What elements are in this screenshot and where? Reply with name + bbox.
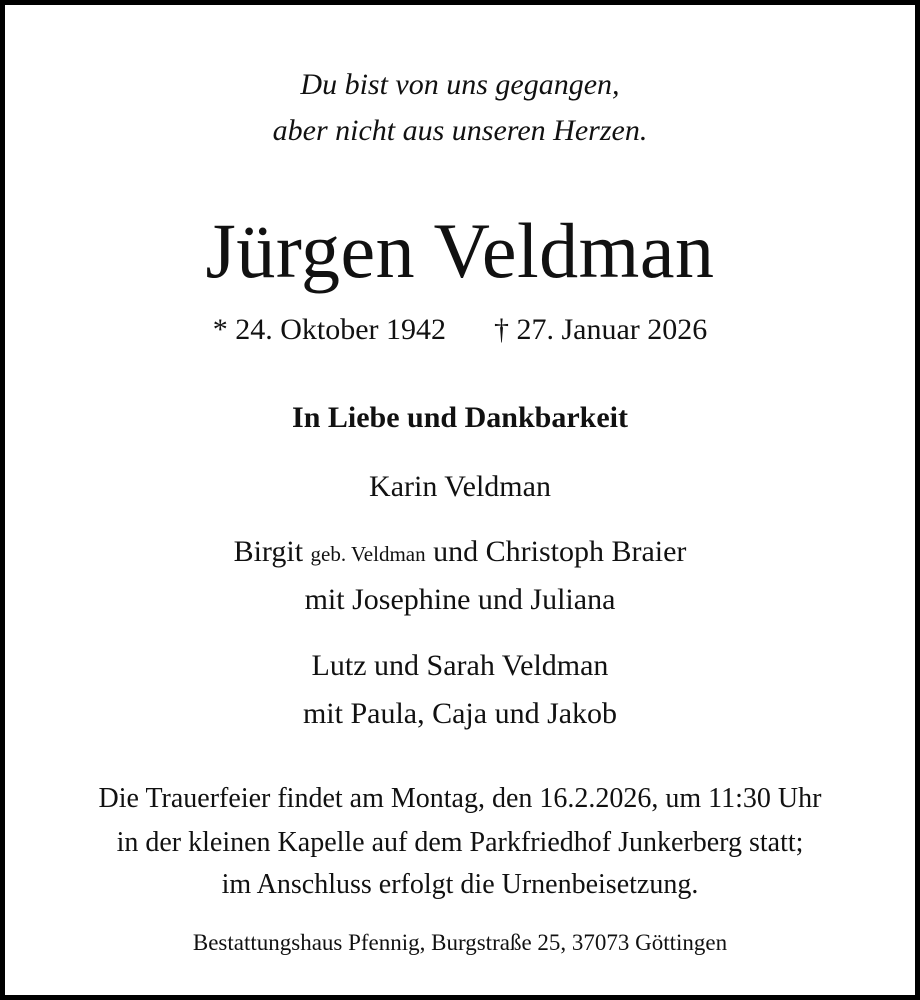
motto-line-1: Du bist von uns gegangen,: [300, 68, 620, 101]
daughter-partner: und Christoph Braier: [433, 535, 687, 568]
dedication: In Liebe und Dankbarkeit: [292, 401, 628, 434]
service-line-2: in der kleinen Kapelle auf dem Parkfriedhof Junkerberg statt;: [116, 827, 804, 858]
undertaker-address: Bestattungshaus Pfennig, Burgstraße 25, 37073 Göttingen: [192, 930, 728, 955]
birth-symbol: *: [212, 313, 228, 346]
motto-line-2: aber nicht aus unseren Herzen.: [272, 114, 648, 147]
deceased-name: Jürgen Veldman: [205, 207, 715, 294]
mourner-daughter: [0, 535, 920, 569]
mourner-daughter-children: mit Josephine und Juliana: [304, 583, 616, 616]
mourner-son-family: Lutz und Sarah Veldman: [311, 649, 609, 682]
daughter-maiden-name: geb. Veldman: [310, 542, 426, 566]
mourner-son-children: mit Paula, Caja und Jakob: [302, 697, 618, 730]
birth-date: 24. Oktober 1942: [235, 313, 446, 346]
mourner-spouse: Karin Veldman: [369, 470, 551, 503]
service-line-1: Die Trauerfeier findet am Montag, den 16.2.2026, um 11:30 Uhr: [98, 783, 822, 814]
daughter-first-name: Birgit: [233, 535, 304, 568]
life-dates: [0, 313, 920, 347]
death-symbol: †: [494, 313, 509, 346]
death-date: 27. Januar 2026: [516, 313, 708, 346]
service-line-3: im Anschluss erfolgt die Urnenbeisetzung.: [221, 869, 699, 900]
